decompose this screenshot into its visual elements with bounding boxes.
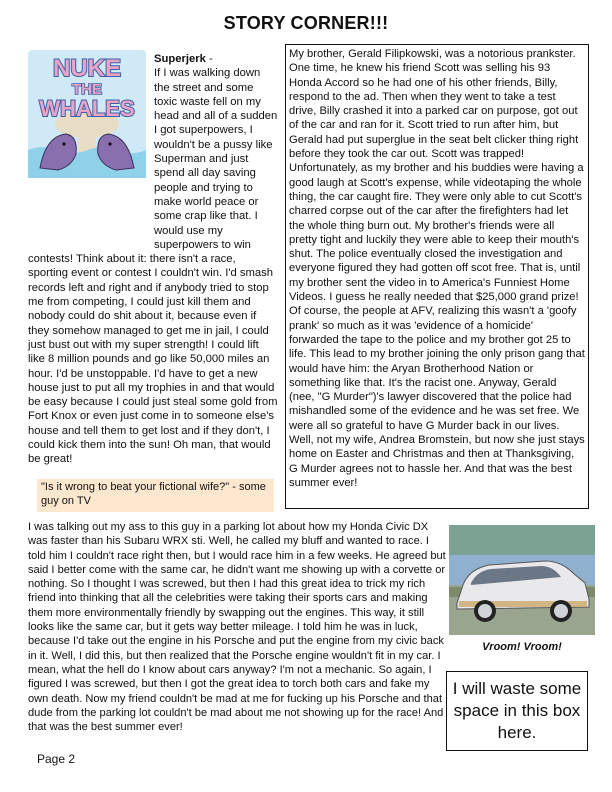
- page-title: STORY CORNER!!!: [223, 13, 389, 33]
- filler-box-text: I will waste some space in this box here.: [452, 679, 582, 742]
- photo-caption: Vroom! Vroom!: [482, 641, 562, 653]
- race-story-body: I was talking out my ass to this guy in a parking lot about how my Honda Civic DX was faster than his Subaru WRX sti. Well, he called my bluff and wanted to race. I told him I couldn't race right then, but I would race him in a few weeks. He agreed but said I better come with the same car, he didn't want me showing up with a corvette or nothing. So I thought I was screwed, but then I had this great idea to trick my rich friend into thinking that all the celebrities were taking their sports cars and making them more environmentally friendly by swapping out the engines. This way, it still looks like the same car, but it gets way better mileage. I told him he was in luck, because I'd take out the engine in his Porsche and put the engine from my civic back in it. Well, I did this, but then realized that the Porsche engine wouldn't fit in my car. I mean, what the hell do I know about cars anyway? I'm not a mechanic. So again, I figured I was screwed, but then I got the great idea to torch both cars and fake my own death. Now my friend couldn't be mad at me for fucking up his Porsche and that dude from the parking lot couldn't be mad about me not showing up for the race! And that was the best summer ever!: [28, 521, 446, 734]
- brother-story-body: My brother, Gerald Filipkowski, was a notorious prankster. One time, he knew his friend Scott was selling his 93 Honda Accord so he had one of his other friends, Billy, respond to the ad. Then when they went to take a test drive, Billy crashed it into a parked car on purpose, got out of the car and ran for it. Scott tried to run after him, but Gerald had put superglue in the seat belt clicker thing right before they took the car out. Scott was trapped! Unfortunately, as my brother and his buddies were having a good laugh at Scott's expense, while videotaping the whole thing, the car caught fire. They were only able to cut Scott's charred corpse out of the car after the firefighters had let the whole thing burn out. My brother's friends were all pretty tight and luckily they were able to keep their mouth's shut. The police eventually closed the investigation and everyone figured they had gotten off scot free. That is, until my brother sent the video in to America's Funniest Home Videos. I guess he really needed that $25,000 grand prize! Of course, the people at AFV, realizing this wasn't a 'goofy prank' so much as it was 'evidence of a homicide' forwarded the tape to the police and my brother got 25 to life. This lead to my brother joining the only prison gang that would have him: the Aryan Brotherhood Nation or something like that. It's the racist one. Anyway, Gerald (nee, "G Murder")'s lawyer discovered that the police had mishandled some of the evidence and he was set free. We were all so grateful to have G Murder back in our lives. Well, not my wife, Andrea Bromstein, but now she just stays home on Easter and Christmas and then at Thanksgiving, G Murder agrees not to hassle her. And that was the best summer ever!: [289, 48, 585, 489]
- logo-word-1: NUKE: [52, 55, 122, 82]
- superjerk-story-body: If I was walking down the street and some toxic waste fell on my head and all of a sudden I got superpowers, I wouldn't be a pussy like Superman and just spend all day saving people and trying to make world peace or some crap like that. I would use my superpowers to win contests! Think about it: there isn't a race, sporting event or contest I couldn't win. I'd smash records left and right and if anybody tried to stop me from competing, I could just kill them and nobody could do shit about it, because even if they somehow managed to get me in jail, I could just bust out with my super strength! I could lift like 8 million pounds and go like 50,000 miles an hour. I'd be unstoppable. I'd have to get a new house just to put all my trophies in and that would be easy because I could just steal some gold from Fort Knox or even just come in to someone else's house and tell them to get lost and if they don't, I could kick them into the sun! Oh man, that would be great!: [28, 67, 278, 466]
- logo-word-3: WHALES: [39, 96, 135, 121]
- story-heading-dash: -: [205, 53, 213, 65]
- car-photo: [449, 525, 595, 635]
- photo-trees: [449, 525, 595, 555]
- logo-word-2: THE: [72, 81, 102, 98]
- nuke-the-whales-logo: [28, 50, 146, 178]
- page-number: Page 2: [37, 752, 76, 766]
- story-heading: Superjerk: [154, 53, 206, 65]
- quote-text: "Is it wrong to beat your fictional wife?" - some guy on TV: [41, 481, 266, 507]
- quote-callout: [37, 479, 274, 512]
- brother-story-box: [285, 44, 589, 509]
- filler-box: [446, 671, 588, 751]
- race-story: [28, 520, 446, 734]
